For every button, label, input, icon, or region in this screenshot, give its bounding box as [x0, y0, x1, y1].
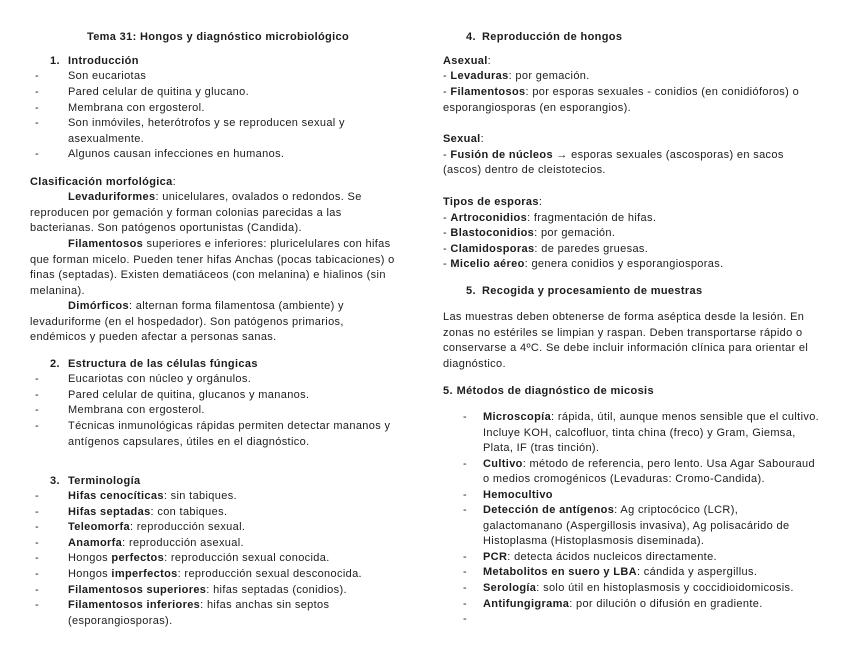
dash-marker: - [443, 148, 448, 161]
paragraph-term: Filamentosos [68, 237, 144, 250]
bullet-marker: - [463, 410, 468, 423]
definition: : fragmentación de hifas. [527, 211, 657, 224]
definition: : de paredes gruesas. [534, 242, 649, 255]
term: Microscopía [483, 410, 552, 423]
term: Hifas cenocíticas [68, 490, 164, 503]
section-introduction [30, 54, 400, 163]
section-reproduction [443, 30, 828, 273]
list-item-text: Técnicas inmunológicas rápidas permiten detectar mananos y antígenos capsulares, útiles en el diagnóstico. [68, 419, 391, 448]
term: Hemocultivo [483, 488, 553, 501]
bullet-marker: - [35, 86, 40, 99]
bullet-marker: - [35, 148, 40, 161]
bullet-marker: - [463, 613, 468, 626]
list-item [30, 85, 400, 101]
dash-line [443, 85, 828, 116]
section-structure [30, 357, 400, 450]
list-item [443, 565, 828, 581]
list-item [443, 488, 828, 504]
bullet-marker: - [463, 504, 468, 517]
list-item [30, 419, 400, 450]
section-number: 2. [50, 357, 60, 370]
list-item [30, 388, 400, 404]
empty-list-item [443, 612, 828, 628]
section-sampling [443, 284, 828, 372]
term: Micelio aéreo [450, 258, 525, 271]
term: perfectos [111, 552, 165, 565]
list-item [30, 505, 400, 521]
list-item [30, 489, 400, 505]
section-heading-text: Terminología [68, 474, 141, 487]
subheading [443, 132, 828, 148]
list-item [30, 551, 400, 567]
bullet-marker: - [463, 488, 468, 501]
dash-line [443, 226, 828, 242]
definition: : detecta ácidos nucleicos directamente. [507, 550, 717, 563]
right-column [443, 30, 828, 628]
section-diagnosis [443, 384, 828, 628]
classification-colon: : [172, 175, 177, 188]
term: Detección de antígenos [483, 504, 615, 517]
bullet-marker: - [35, 117, 40, 130]
dash-marker: - [443, 86, 448, 99]
section-number: 3. [50, 474, 60, 487]
term: Cultivo [483, 457, 523, 470]
definition: : hifas anchas sin septos (esporangiosporas). [68, 599, 330, 627]
dash-line [443, 242, 828, 258]
section-heading [443, 30, 828, 46]
definition: : sin tabiques. [163, 490, 237, 503]
dash-line [443, 69, 828, 85]
dash-line [443, 148, 828, 179]
list-item-text: Eucariotas con núcleo y orgánulos. [68, 373, 252, 386]
diagnosis-list [443, 410, 828, 628]
subheading [443, 54, 828, 70]
list-item-text: Pared celular de quitina y glucano. [68, 86, 250, 99]
list-item [443, 550, 828, 566]
bullet-marker: - [463, 550, 468, 563]
term: Anamorfa [68, 536, 123, 549]
term: Metabolitos en suero y LBA [483, 566, 637, 579]
list-item-text: Son eucariotas [68, 70, 147, 83]
section-heading-text: Reproducción de hongos [482, 31, 623, 43]
list-item [443, 581, 828, 597]
list-item [443, 597, 828, 613]
definition: : solo útil en histoplasmosis y coccidioidomicosis. [536, 581, 794, 594]
asexual-block [443, 54, 828, 116]
list-item-text: Membrana con ergosterol. [68, 101, 205, 114]
list-item [30, 372, 400, 388]
paragraph-term: Dimórficos [68, 300, 129, 313]
list-item [30, 567, 400, 583]
definition: : por gemación. [534, 227, 616, 240]
classification-heading [30, 175, 400, 191]
bullet-marker: - [463, 581, 468, 594]
definition: : reproducción sexual. [129, 521, 246, 534]
term: Levaduras [450, 70, 509, 83]
subheading-colon: : [538, 196, 543, 209]
definition: : por esporas sexuales - conidios (en conidióforos) o esporangiosporas (en esporangios). [443, 86, 800, 114]
term: Blastoconidios [450, 227, 535, 240]
paragraph-text: : unicelulares, ovalados o redondos. Se reproducen por gemación y forman colonias parecidas a las bacterianas. Son patógenos oportunistas (Candida). [30, 191, 362, 235]
definition: → esporas sexuales (ascosporas) en sacos (ascos) dentro de cleistotecios. [443, 148, 784, 177]
section-terminology [30, 474, 400, 629]
bullet-marker: - [463, 457, 468, 470]
bullet-marker: - [35, 490, 40, 503]
term: Serología [483, 581, 537, 594]
term: Filamentosos superiores [68, 583, 207, 596]
term-prefix: Hongos [68, 568, 112, 581]
term: Filamentosos inferiores [68, 599, 201, 612]
paragraph-term: Levaduriformes [68, 191, 156, 204]
dash-line [443, 257, 828, 273]
bullet-marker: - [35, 568, 40, 581]
bullet-marker: - [35, 536, 40, 549]
list-item [443, 457, 828, 488]
list-item-text: Son inmóviles, heterótrofos y se reproducen sexual y asexualmente. [68, 117, 345, 145]
subheading [443, 195, 828, 211]
list-item [30, 101, 400, 117]
definition: : reproducción asexual. [122, 536, 244, 549]
bullet-marker: - [35, 505, 40, 518]
section-heading-text: Recogida y procesamiento de muestras [482, 285, 703, 298]
subheading-label: Sexual [443, 133, 481, 146]
dash-marker: - [443, 211, 448, 224]
dash-marker: - [443, 70, 448, 83]
list-item [30, 583, 400, 599]
term: Clamidosporas [450, 242, 535, 255]
bullet-marker: - [35, 373, 40, 386]
bullet-marker: - [35, 419, 40, 432]
bullet-marker: - [463, 597, 468, 610]
sampling-paragraph: Las muestras deben obtenerse de forma aséptica desde la lesión. En zonas no estériles se limpian y raspan. Deben transportarse rápido o conservarse a 4ºC. Se debe incluir información clínica para orientar el diagnóstico. [443, 311, 809, 370]
document-title: Tema 31: Hongos y diagnóstico microbiológico [86, 31, 350, 43]
section-heading-text: Métodos de diagnóstico de micosis [456, 385, 654, 398]
list-item [443, 410, 828, 457]
term: Hifas septadas [68, 505, 151, 518]
section-number: 1. [50, 54, 60, 67]
bullet-marker: - [463, 566, 468, 579]
section-heading [443, 384, 828, 400]
bullet-marker: - [35, 101, 40, 114]
dash-marker: - [443, 242, 448, 255]
section-heading [443, 284, 828, 300]
section-heading [30, 474, 400, 490]
definition: : reproducción sexual desconocida. [177, 568, 362, 581]
bullet-marker: - [35, 70, 40, 83]
list-item-text: Pared celular de quitina, glucanos y mananos. [68, 388, 310, 401]
list-item [30, 536, 400, 552]
list-item [30, 147, 400, 163]
definition: : genera conidios y esporangiosporas. [524, 258, 724, 271]
bullet-marker: - [35, 521, 40, 534]
term: PCR [483, 550, 508, 563]
classification-paragraph [30, 299, 400, 346]
classification-label: Clasificación morfológica [30, 175, 173, 188]
definition: : método de referencia, pero lento. Usa Agar Sabouraud o medios cromogénicos (Levaduras: Cromo-Candida). [483, 457, 815, 486]
dash-line [443, 211, 828, 227]
term-prefix: Hongos [68, 552, 112, 565]
definition: : por dilución o difusión en gradiente. [569, 597, 763, 610]
section-heading [30, 357, 400, 373]
definition: : cándida y aspergillus. [636, 566, 758, 579]
section-heading-text: Introducción [68, 54, 139, 67]
list-item [30, 520, 400, 536]
list-item [30, 598, 400, 629]
list-item [30, 403, 400, 419]
term: Filamentosos [450, 86, 526, 99]
bullet-marker: - [35, 599, 40, 612]
classification-paragraph [30, 190, 400, 237]
term: Teleomorfa [68, 521, 130, 534]
list-item [443, 503, 828, 550]
term: Artroconidios [450, 211, 528, 224]
paragraph-text: superiores e inferiores: pluricelulares con hifas que forman micelo. Pueden tener hifas Anchas (pocas tabicaciones) o finas (septadas). Existen dematiáceos (con melanina) e hialinos (sin melanina). [30, 237, 395, 297]
definition: : con tabiques. [150, 505, 228, 518]
section-heading [30, 54, 400, 70]
definition: : Ag criptocócico (LCR), galactomanano (Aspergillosis invasiva), Ag polisacárido de Histoplasma (Histoplasmosis diseminada). [483, 504, 790, 548]
definition: : hifas septadas (conidios). [206, 583, 347, 596]
sexual-block [443, 132, 828, 179]
list-item [30, 69, 400, 85]
definition: : por gemación. [508, 70, 590, 83]
subheading-label: Tipos de esporas [443, 196, 539, 209]
bullet-marker: - [35, 552, 40, 565]
paragraph-text: : alternan forma filamentosa (ambiente) y levaduriforme (en el hospedador). Son patógenos primarios, endémicos y pueden afectar a personas sanas. [30, 300, 344, 344]
definition: : rápida, útil, aunque menos sensible que el cultivo. Incluye KOH, calcofluor, tinta china (freco) y Gram, Giemsa, Plata, IF (tras tinción). [483, 410, 820, 455]
dash-marker: - [443, 258, 448, 271]
bullet-marker: - [35, 404, 40, 417]
section-number: 4. [466, 31, 476, 43]
classification-paragraph [30, 237, 400, 299]
section-number: 5. [443, 385, 453, 398]
term: Fusión de núcleos [450, 148, 553, 161]
subheading-label: Asexual [443, 54, 488, 67]
term: Antifungigrama [483, 597, 570, 610]
bullet-marker: - [35, 583, 40, 596]
left-column [30, 30, 400, 629]
dash-marker: - [443, 227, 448, 240]
list-item [30, 116, 400, 147]
section-number: 5. [466, 285, 476, 298]
subheading-colon: : [487, 54, 492, 67]
list-item-text: Membrana con ergosterol. [68, 404, 205, 417]
section-classification [30, 175, 400, 346]
term: imperfectos [111, 568, 178, 581]
bullet-marker: - [35, 388, 40, 401]
subheading-colon: : [480, 133, 484, 146]
spore-types-block [443, 195, 828, 273]
definition: : reproducción sexual conocida. [164, 552, 330, 565]
list-item-text: Algunos causan infecciones en humanos. [68, 148, 285, 161]
section-heading-text: Estructura de las células fúngicas [68, 357, 258, 370]
